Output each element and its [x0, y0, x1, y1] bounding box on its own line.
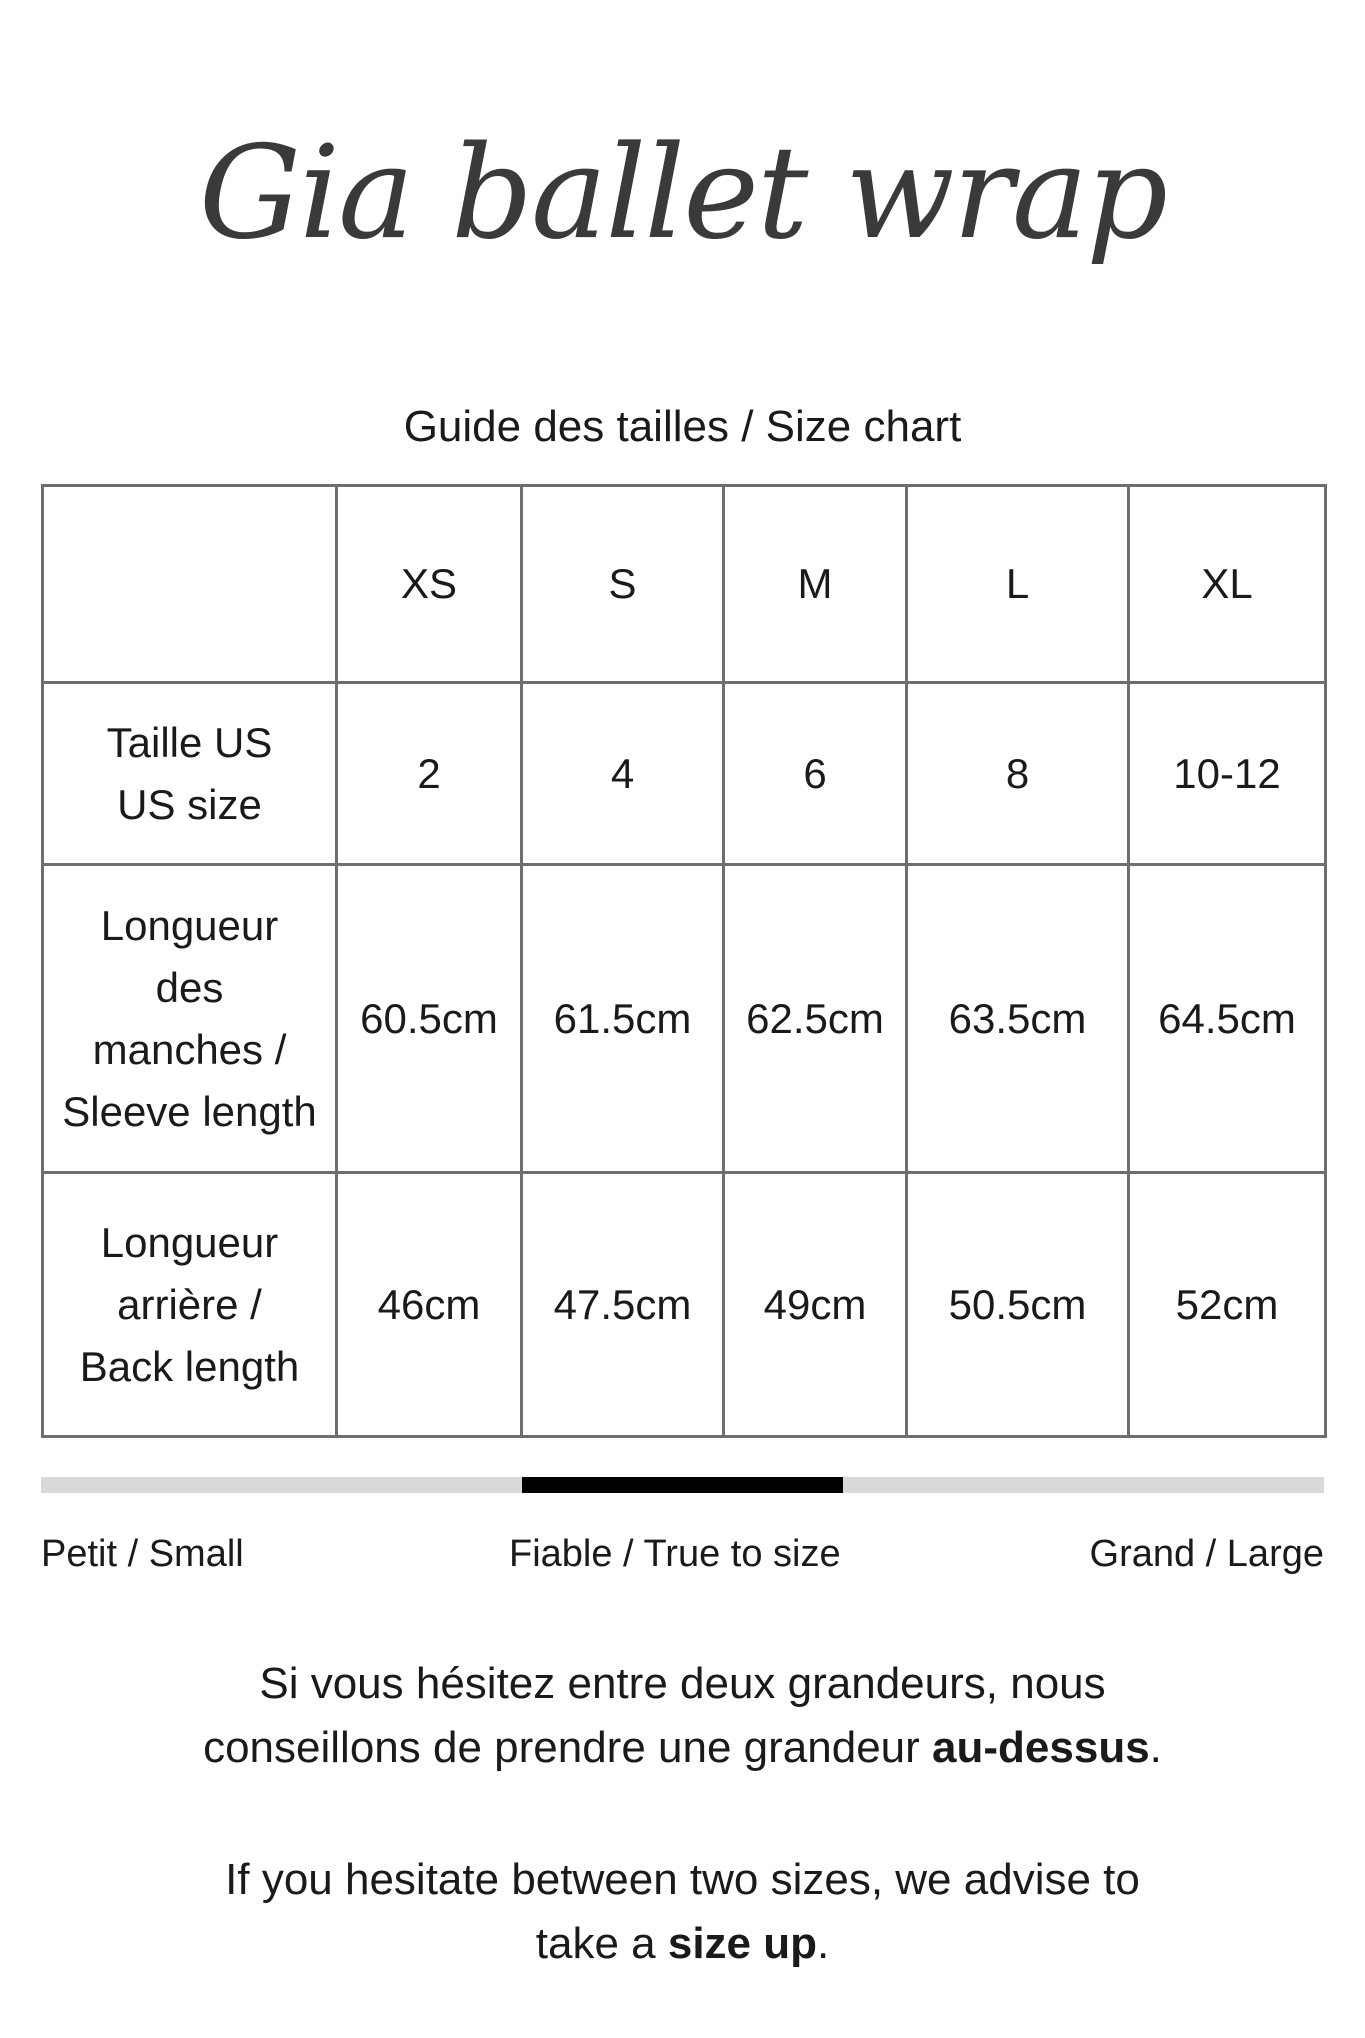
fit-scale-track [41, 1477, 1324, 1493]
label-line: US size [117, 780, 262, 828]
advice-emphasis: size up [667, 1919, 817, 1968]
advice-text: . [817, 1919, 830, 1968]
value-cell: 49cm [724, 1173, 907, 1437]
us-size-row [43, 683, 1326, 865]
row-label-sleeve-length [43, 865, 337, 1173]
size-header-xs: XS [337, 486, 522, 683]
row-label-back-length [43, 1173, 337, 1437]
back-length-row [43, 1173, 1326, 1437]
fit-label-true-to-size: Fiable / True to size [509, 1533, 841, 1575]
size-header-m: M [724, 486, 907, 683]
value-cell: 47.5cm [522, 1173, 724, 1437]
size-chart-table [41, 484, 1327, 1438]
value-cell: 4 [522, 683, 724, 865]
label-line: Back length [79, 1342, 300, 1390]
label-line: manches / [92, 1025, 287, 1073]
advice-text: . [1149, 1723, 1162, 1772]
advice-french [0, 1652, 1365, 1780]
header-corner-cell [43, 486, 337, 683]
advice-text: take a [535, 1919, 668, 1968]
product-title: Gia ballet wrap [198, 119, 1167, 268]
advice-french-line-1: Si vous hésitez entre deux grandeurs, nous [259, 1659, 1106, 1708]
label-line: des [155, 963, 224, 1011]
size-header-row [43, 486, 1326, 683]
label-line: arrière / [117, 1280, 262, 1328]
size-chart-heading: Guide des tailles / Size chart [403, 402, 962, 451]
value-cell: 64.5cm [1129, 865, 1326, 1173]
value-cell: 10-12 [1129, 683, 1326, 865]
value-cell: 50.5cm [907, 1173, 1129, 1437]
value-cell: 62.5cm [724, 865, 907, 1173]
value-cell: 61.5cm [522, 865, 724, 1173]
value-cell: 2 [337, 683, 522, 865]
value-cell: 60.5cm [337, 865, 522, 1173]
value-cell: 6 [724, 683, 907, 865]
label-line: Longueur [100, 901, 279, 949]
sleeve-length-row [43, 865, 1326, 1173]
advice-text: conseillons de prendre une grandeur [203, 1723, 933, 1772]
value-cell: 46cm [337, 1173, 522, 1437]
fit-label-small: Petit / Small [41, 1533, 244, 1575]
size-header-xl: XL [1129, 486, 1326, 683]
advice-french-line-2 [0, 1716, 1365, 1780]
advice-emphasis: au-dessus [932, 1723, 1150, 1772]
size-header-s: S [522, 486, 724, 683]
row-label-us-size [43, 683, 337, 865]
label-line: Longueur [100, 1218, 279, 1266]
advice-english [0, 1848, 1365, 1976]
value-cell: 63.5cm [907, 865, 1129, 1173]
label-line: Sleeve length [62, 1087, 317, 1135]
label-line: Taille US [106, 718, 273, 766]
fit-label-large: Grand / Large [1089, 1533, 1324, 1575]
fit-scale-indicator [522, 1477, 843, 1493]
size-header-l: L [907, 486, 1129, 683]
advice-english-line-1: If you hesitate between two sizes, we advise to [225, 1855, 1140, 1904]
value-cell: 8 [907, 683, 1129, 865]
advice-english-line-2 [0, 1912, 1365, 1976]
value-cell: 52cm [1129, 1173, 1326, 1437]
